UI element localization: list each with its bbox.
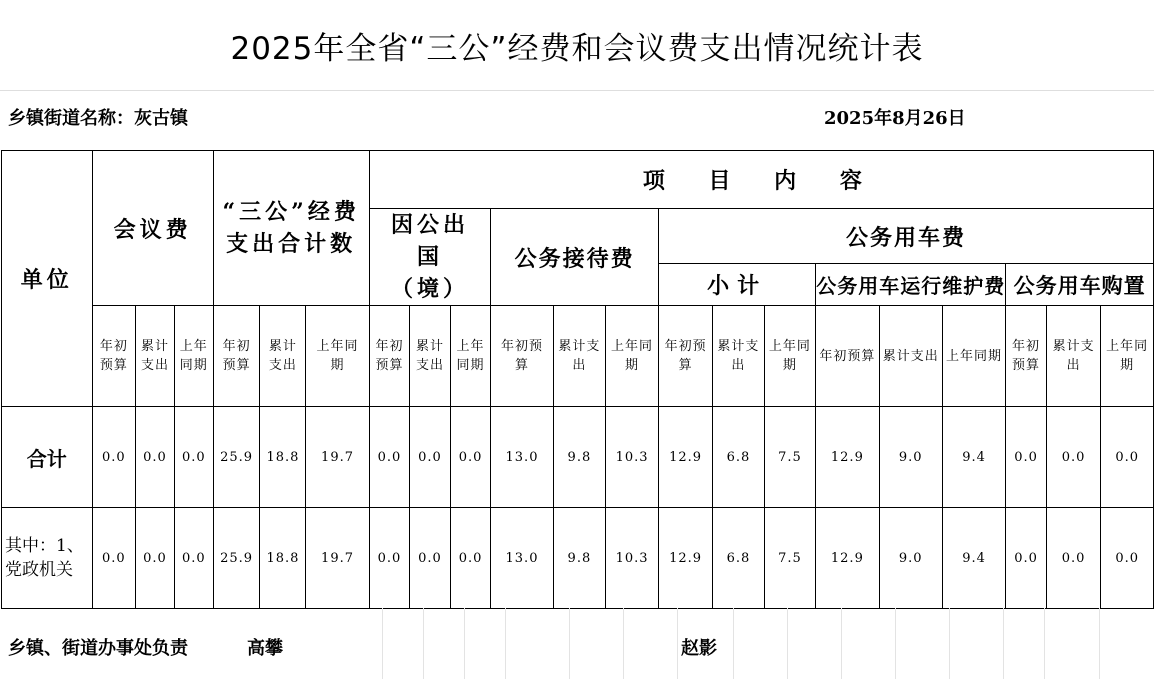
sub-header: 年初预算 (213, 306, 260, 407)
meeting-fee-header: 会议费 (92, 151, 213, 306)
statistics-table (1, 150, 1154, 609)
grid-line (1044, 608, 1045, 679)
three-public-total-header: “三公”经费支出合计数 (213, 151, 369, 306)
sub-header: 年初预算 (1006, 306, 1047, 407)
subtotal-header: 小计 (659, 264, 816, 306)
table-cell: 10.3 (606, 508, 659, 609)
table-cell: 0.0 (92, 508, 136, 609)
abroad-header: 因公出国（境） (369, 209, 491, 306)
row-label: 合计 (2, 407, 93, 508)
vehicle-purchase-header: 公务用车购置 (1006, 264, 1154, 306)
grid-line (464, 608, 465, 679)
sub-header: 上年同期 (942, 306, 1005, 407)
table-cell: 0.0 (1006, 508, 1047, 609)
divider (0, 90, 1154, 91)
leader-name: 高攀 (247, 638, 283, 659)
row-label: 其中：1、党政机关 (2, 508, 93, 609)
table-cell: 9.4 (942, 508, 1005, 609)
sub-header: 累计支出 (1046, 306, 1100, 407)
grid-line (623, 608, 624, 679)
sub-header: 年初预算 (491, 306, 553, 407)
sub-header: 上年同期 (606, 306, 659, 407)
report-date: 2025年8月26日 (824, 108, 966, 129)
sub-header: 累计支出 (713, 306, 765, 407)
grid-line (1003, 608, 1004, 679)
grid-line (1099, 608, 1100, 679)
table-cell: 0.0 (136, 508, 175, 609)
grid-line (423, 608, 424, 679)
sub-header: 累计支出 (136, 306, 175, 407)
reception-header: 公务接待费 (491, 209, 659, 306)
unit-header: 单位 (2, 151, 93, 407)
table-cell: 7.5 (764, 508, 816, 609)
table-cell: 0.0 (410, 508, 451, 609)
table-cell: 9.8 (553, 407, 605, 508)
grid-line (677, 608, 678, 679)
table-cell: 12.9 (659, 407, 713, 508)
table-cell: 12.9 (659, 508, 713, 609)
table-cell: 13.0 (491, 508, 553, 609)
table-cell: 9.8 (553, 508, 605, 609)
sub-header: 年初预算 (659, 306, 713, 407)
sub-header: 年初预算 (92, 306, 136, 407)
filler-name: 赵影 (681, 638, 717, 659)
table-cell: 0.0 (92, 407, 136, 508)
sub-header: 累计支出 (410, 306, 451, 407)
table-cell: 13.0 (491, 407, 553, 508)
grid-line (949, 608, 950, 679)
grid-line (733, 608, 734, 679)
table-cell: 0.0 (1101, 407, 1154, 508)
table-cell: 25.9 (213, 508, 260, 609)
table-row-party-organs (2, 508, 1154, 609)
table-cell: 12.9 (816, 407, 879, 508)
leader-label: 乡镇、街道办事处负责 (8, 638, 188, 659)
grid-line (569, 608, 570, 679)
unit-name-label: 乡镇街道名称：灰古镇 (8, 108, 188, 129)
table-cell: 9.4 (942, 407, 1005, 508)
table-cell: 0.0 (450, 508, 491, 609)
table-cell: 0.0 (1046, 407, 1100, 508)
sub-header: 年初预算 (369, 306, 410, 407)
page-title: 2025年全省“三公”经费和会议费支出情况统计表 (230, 30, 924, 67)
sub-header: 上年同期 (450, 306, 491, 407)
table-cell: 6.8 (713, 508, 765, 609)
table-cell: 9.0 (879, 407, 942, 508)
grid-line (505, 608, 506, 679)
vehicle-operation-header: 公务用车运行维护费 (816, 264, 1006, 306)
table-row-total (2, 407, 1154, 508)
table-cell: 25.9 (213, 407, 260, 508)
sub-header: 年初预算 (816, 306, 879, 407)
sub-header: 累计支出 (879, 306, 942, 407)
sub-header: 上年同期 (174, 306, 213, 407)
sub-header: 上年同期 (1101, 306, 1154, 407)
table-cell: 7.5 (764, 407, 816, 508)
sub-header: 上年同期 (764, 306, 816, 407)
table-cell: 0.0 (1101, 508, 1154, 609)
table-cell: 0.0 (369, 407, 410, 508)
table-cell: 18.8 (260, 508, 306, 609)
table-cell: 0.0 (174, 508, 213, 609)
table-cell: 10.3 (606, 407, 659, 508)
table-cell: 0.0 (369, 508, 410, 609)
table-cell: 0.0 (450, 407, 491, 508)
grid-line (841, 608, 842, 679)
footer (0, 608, 1154, 679)
table-cell: 12.9 (816, 508, 879, 609)
table-cell: 0.0 (1046, 508, 1100, 609)
table-cell: 19.7 (306, 407, 369, 508)
table-cell: 9.0 (879, 508, 942, 609)
grid-line (382, 608, 383, 679)
table-cell: 18.8 (260, 407, 306, 508)
vehicle-header: 公务用车费 (659, 209, 1154, 264)
table-cell: 0.0 (1006, 407, 1047, 508)
grid-line (787, 608, 788, 679)
table-cell: 0.0 (174, 407, 213, 508)
grid-line (895, 608, 896, 679)
project-content-header: 项 目 内 容 (369, 151, 1153, 209)
sub-header: 上年同期 (306, 306, 369, 407)
table-cell: 6.8 (713, 407, 765, 508)
table-cell: 0.0 (136, 407, 175, 508)
sub-header: 累计支出 (553, 306, 605, 407)
sub-header: 累计支出 (260, 306, 306, 407)
table-cell: 0.0 (410, 407, 451, 508)
table-cell: 19.7 (306, 508, 369, 609)
